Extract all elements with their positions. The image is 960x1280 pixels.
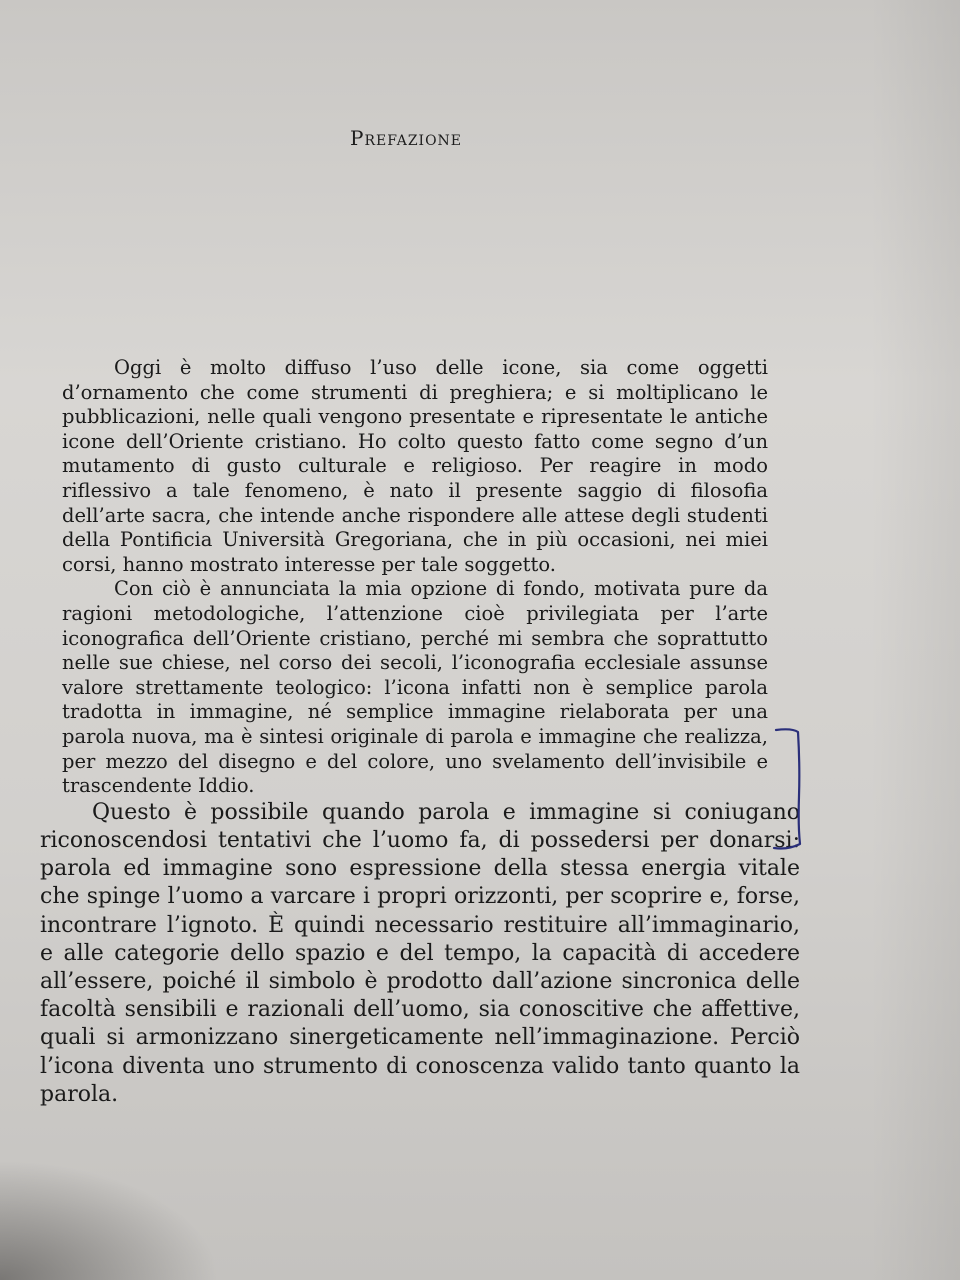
page-title: Prefazione — [350, 126, 463, 150]
page-edge-shade — [870, 0, 960, 1280]
corner-shadow — [0, 1160, 220, 1280]
paragraph-1: Oggi è molto diffuso l’uso delle icone, sia come oggetti d’ornamento che come strumenti di preghiera; e si moltiplicano le pubblicazioni, nelle quali vengono presentate e ripresentate le antiche icone dell’Oriente cristiano. Ho colto questo fatto come segno d’un mutamento di gusto culturale e religioso. Per reagire in modo riflessivo a tale fenomeno, è nato il presente saggio di filosofia dell’arte sacra, che intende anche rispondere alle attese degli studenti della Pontificia Università Gregoriana, che in più occasioni, nei miei corsi, hanno mostrato interesse per tale soggetto. — [62, 356, 768, 576]
paragraph-2: Con ciò è annunciata la mia opzione di fondo, motivata pure da ragioni metodologiche, l’attenzione cioè privilegiata per l’arte iconografica dell’Oriente cristiano, perché mi sembra che soprattutto nelle sue chiese, nel corso dei secoli, l’iconografia ecclesiale assunse valore strettamente teologico: l’icona infatti non è semplice parola tradotta in immagine, né semplice immagine rielaborata per una parola nuova, ma è sintesi originale di parola e immagine che realizza, per mezzo del disegno e del colore, uno svelamento dell’invisibile e trascendente Iddio. — [62, 577, 768, 798]
handwritten-bracket-mark — [770, 726, 804, 852]
paragraph-3: Questo è possibile quando parola e immagine si coniugano riconoscendosi tentativi che l’uomo fa, di possedersi per donarsi: parola ed immagine sono espressione della stessa energia vitale che spinge l’uomo a varcare i propri orizzonti, per scoprire e, forse, incontrare l’ignoto. È quindi necessario restituire all’immaginario, e alle categorie dello spazio e del tempo, la capacità di accedere all’essere, poiché il simbolo è prodotto dall’azione sincronica delle facoltà sensibili e razionali dell’uomo, sia conoscitive che affettive, quali si armonizzano sinergeticamente nell’immaginazione. Perciò l’icona diventa uno strumento di conoscenza valido tanto quanto la parola. — [40, 799, 800, 1107]
body-text — [40, 356, 800, 1109]
